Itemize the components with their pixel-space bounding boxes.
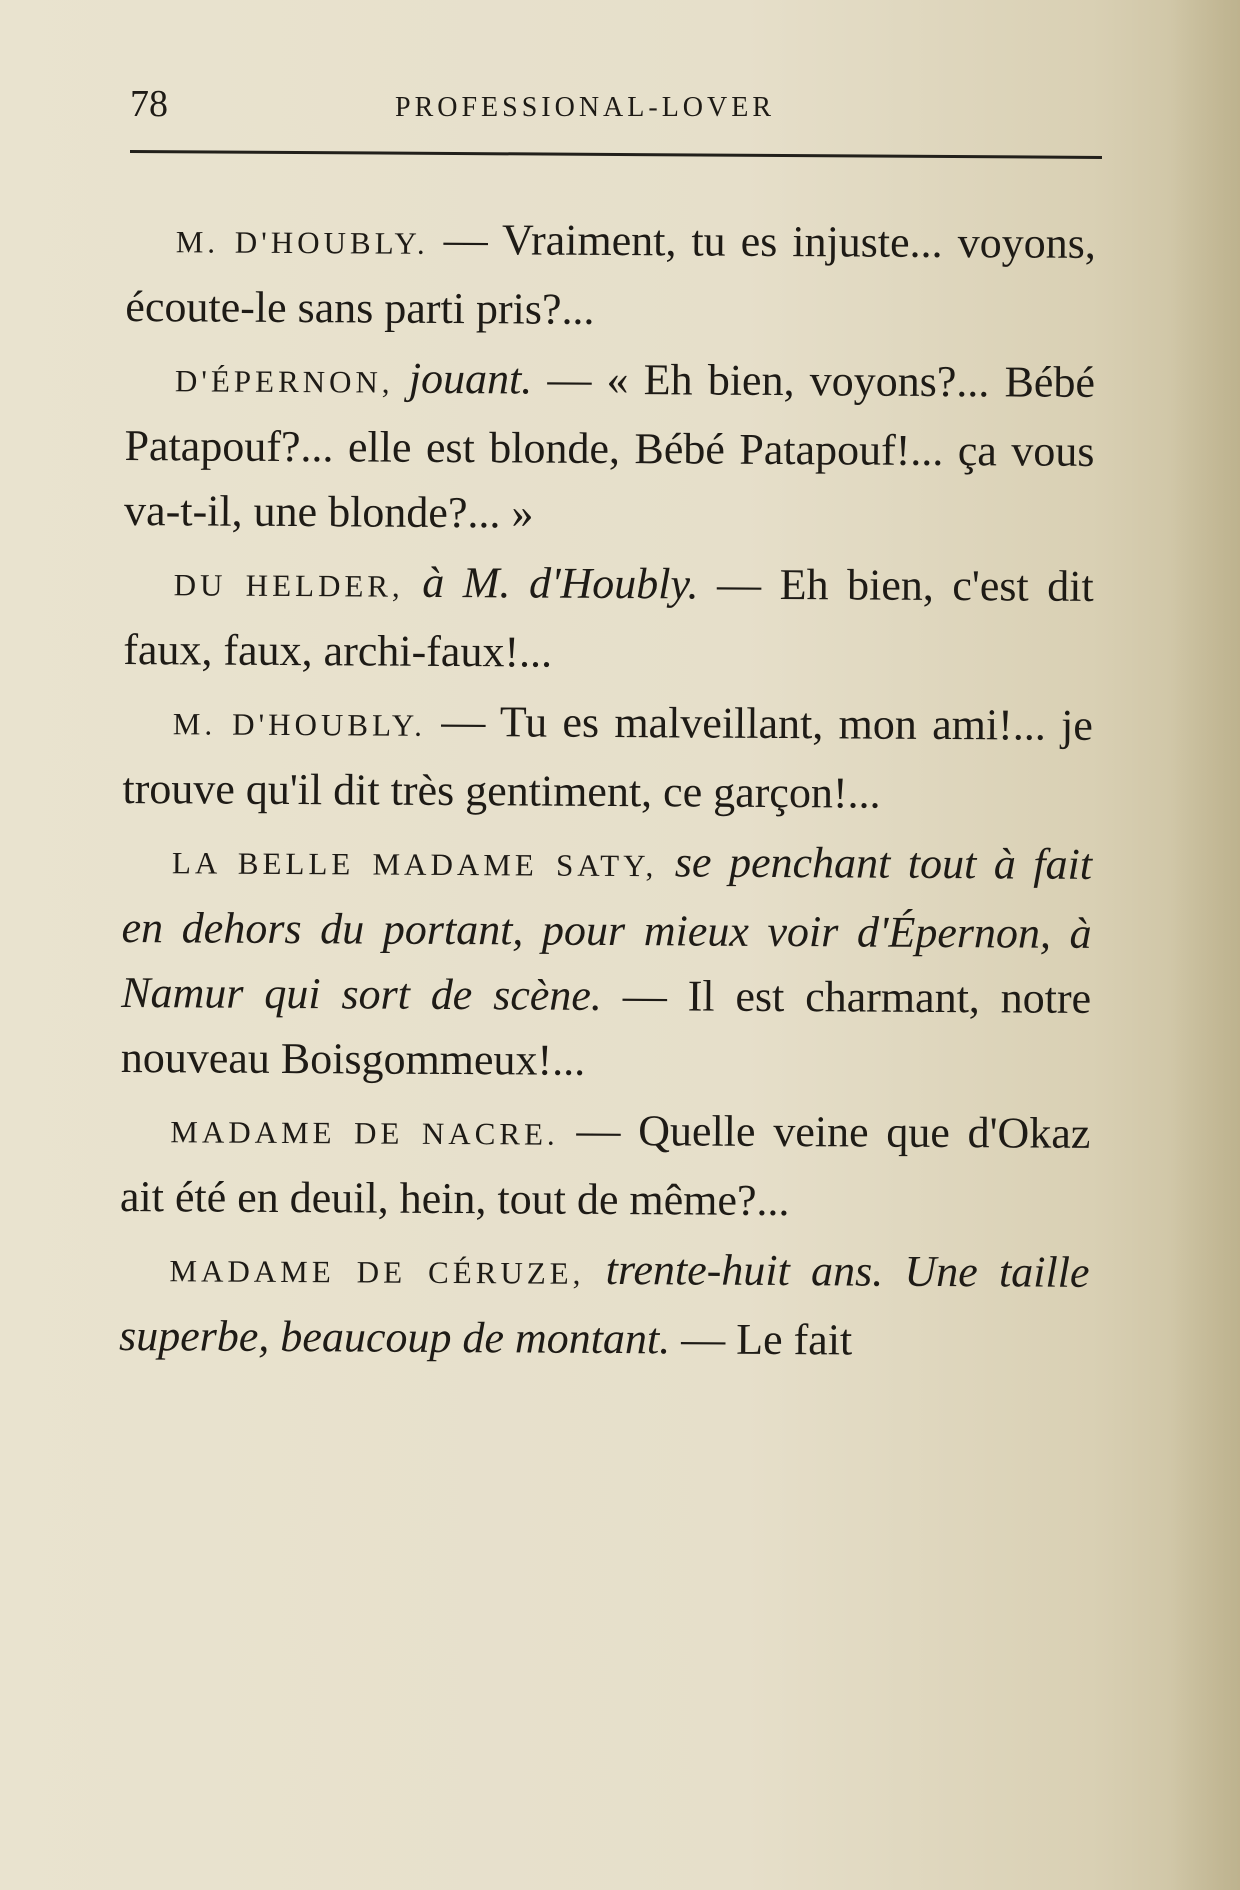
speaker-name: MADAME DE NACRE. [170,1114,559,1152]
page-header [130,82,1110,132]
speaker-name: DU HELDER, [173,567,404,604]
speaker-name: MADAME DE CÉRUZE, [169,1253,585,1291]
speaker-name: LA BELLE MADAME SATY, [171,845,658,884]
dialogue-paragraph [124,344,1095,549]
speaker-name: D'ÉPERNON, [174,363,394,400]
page-number: 78 [130,83,168,125]
header-rule [130,150,1102,159]
dialogue-paragraph [120,1095,1091,1235]
dialogue-line: — Le fait [681,1314,853,1365]
dialogue-paragraph [122,687,1093,827]
dialogue-paragraph [119,1234,1090,1374]
dialogue-line: — Quelle veine que d'Okaz ait été en deuil, hein, tout de même?... [119,1105,1091,1226]
dialogue-line: — Vraiment, tu es injuste... voyons, écoute-le sans parti pris?... [125,214,1096,334]
stage-direction: trente-huit ans. Une taille superbe, beaucoup de montant. [118,1244,1090,1364]
dialogue-line: — Il est charmant, notre nouveau Boisgommeux!... [120,971,1092,1085]
page-edge-shadow [1170,0,1240,1890]
dialogue-line: — « Eh bien, voyons?... Bébé Patapouf?... elle est blonde, Bébé Patapouf!... ça vous va-t-il, une blonde?... » [123,354,1096,538]
dialogue-line: — Tu es malveillant, mon ami!... je trouve qu'il dit très gentiment, ce garçon!... [122,696,1094,818]
stage-direction: jouant. [408,353,533,404]
stage-direction: à M. d'Houbly. [422,557,699,609]
speaker-name: M. D'HOUBLY. [172,706,427,743]
running-title: PROFESSIONAL-LOVER [395,92,776,123]
speaker-name: M. D'HOUBLY. [175,224,429,261]
dialogue-paragraph [121,826,1093,1096]
stage-direction: se penchant tout à fait en dehors du portant, pour mieux voir d'Épernon, à Namur qui sort de scène. [121,837,1093,1020]
dialogue-line: — Eh bien, c'est dit faux, faux, archi-faux!... [123,559,1094,677]
dialogue-paragraph [123,548,1094,688]
dialogue-text [119,205,1096,1379]
dialogue-paragraph [125,205,1096,345]
